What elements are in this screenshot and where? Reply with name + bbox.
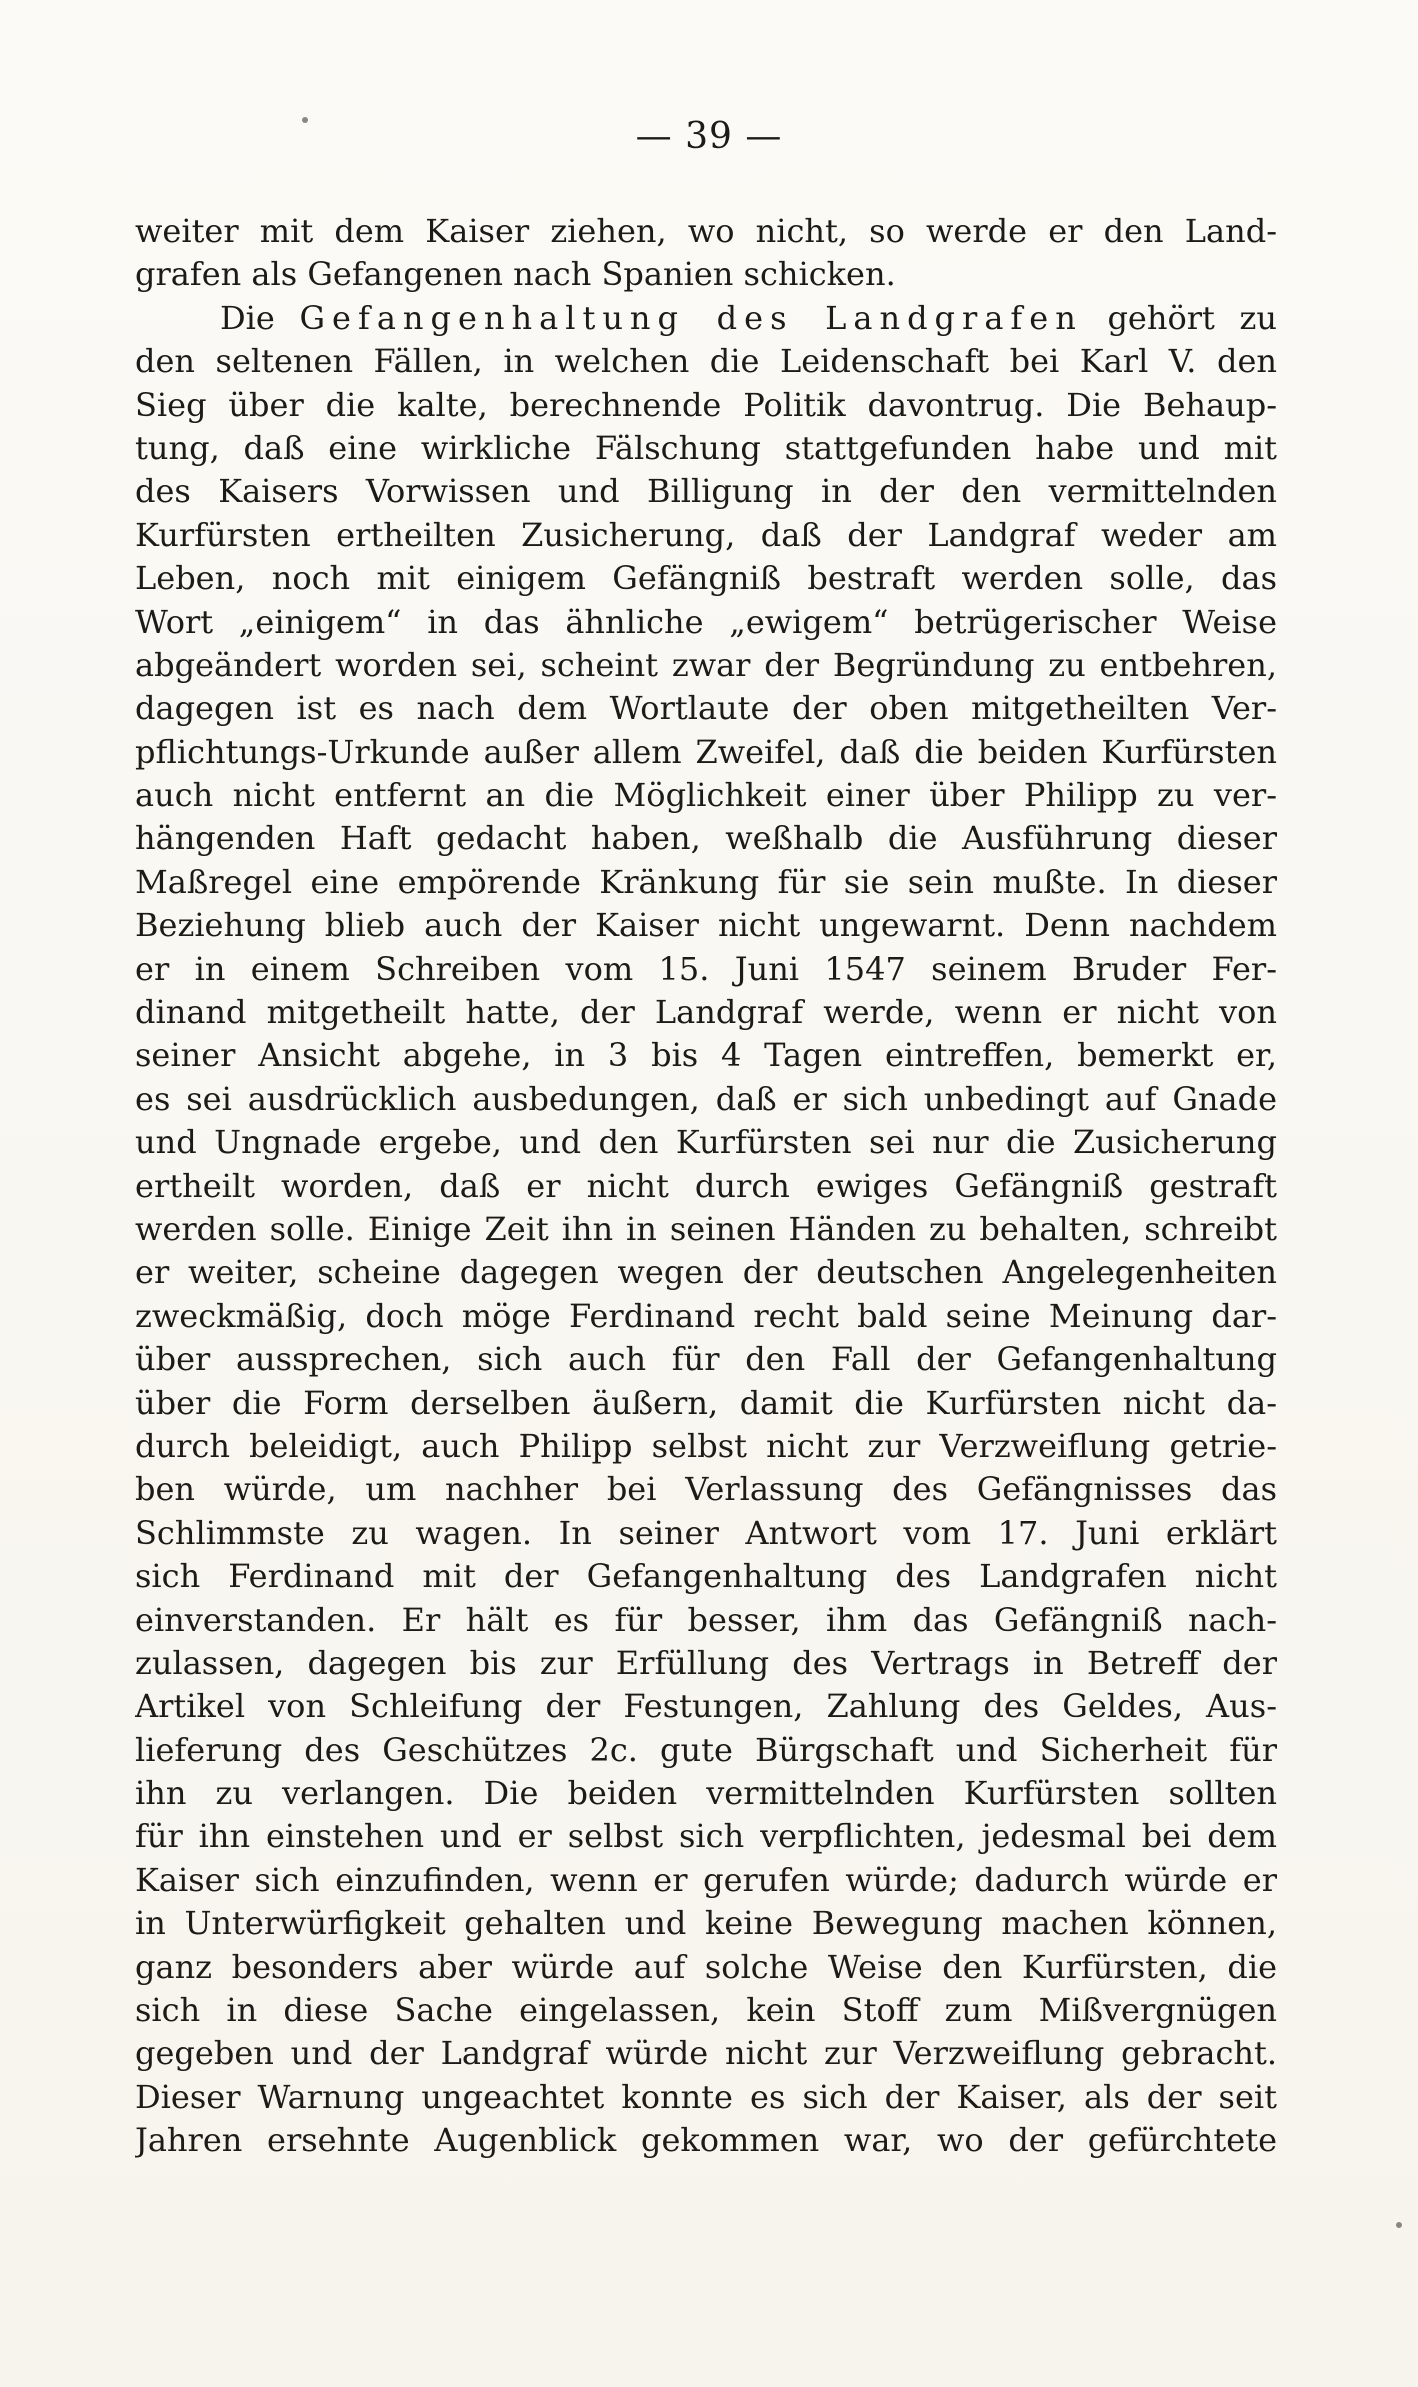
text-line: ihn zu verlangen. Die beiden vermittelnden Kurfürsten sollten bbox=[135, 1774, 1277, 1813]
text-line: er weiter, scheine dagegen wegen der deutschen Angelegenheiten bbox=[135, 1253, 1277, 1292]
text-line: Sieg über die kalte, berechnende Politik davontrug. Die Behaup- bbox=[135, 385, 1277, 424]
text-line: durch beleidigt, auch Philipp selbst nicht zur Verzweiflung getrie- bbox=[135, 1426, 1277, 1465]
emphasized-phrase: Gefangenhaltung des Landgrafen bbox=[299, 298, 1083, 337]
text-line: werden solle. Einige Zeit ihn in seinen Händen zu behalten, schreibt bbox=[135, 1209, 1277, 1248]
text-line: gegeben und der Landgraf würde nicht zur Verzweiflung gebracht. bbox=[135, 2034, 1277, 2073]
text-line: sich in diese Sache eingelassen, kein Stoff zum Mißvergnügen bbox=[135, 1991, 1277, 2030]
text-line: Leben, noch mit einigem Gefängniß bestraft werden solle, das bbox=[135, 559, 1277, 598]
text-line: Maßregel eine empörende Kränkung für sie sein mußte. In dieser bbox=[135, 862, 1277, 901]
text-line: sich Ferdinand mit der Gefangenhaltung des Landgrafen nicht bbox=[135, 1557, 1277, 1596]
text-line: ertheilt worden, daß er nicht durch ewiges Gefängniß gestraft bbox=[135, 1166, 1277, 1205]
text-line: er in einem Schreiben vom 15. Juni 1547 seinem Bruder Fer- bbox=[135, 949, 1277, 988]
text-line-paragraph-start bbox=[135, 297, 1277, 340]
text-line: lieferung des Geschützes 2c. gute Bürgschaft und Sicherheit für bbox=[135, 1730, 1277, 1769]
text-line: dagegen ist es nach dem Wortlaute der oben mitgetheilten Ver- bbox=[135, 689, 1277, 728]
text-line: Jahren ersehnte Augenblick gekommen war, wo der gefürchtete bbox=[135, 2121, 1277, 2160]
text-line: für ihn einstehen und er selbst sich verpflichten, jedesmal bei dem bbox=[135, 1817, 1277, 1856]
text-line: ganz besonders aber würde auf solche Weise den Kurfürsten, die bbox=[135, 1947, 1277, 1986]
text-line: hängenden Haft gedacht haben, weßhalb die Ausführung dieser bbox=[135, 819, 1277, 858]
page-number: — 39 — bbox=[635, 116, 783, 157]
text-line: zweckmäßig, doch möge Ferdinand recht bald seine Meinung dar- bbox=[135, 1296, 1277, 1335]
text-line: seiner Ansicht abgehe, in 3 bis 4 Tagen eintreffen, bemerkt er, bbox=[135, 1036, 1277, 1075]
text-line: weiter mit dem Kaiser ziehen, wo nicht, so werde er den Land- bbox=[135, 212, 1277, 250]
text-line: Schlimmste zu wagen. In seiner Antwort vom 17. Juni erklärt bbox=[135, 1513, 1277, 1552]
text-line: auch nicht entfernt an die Möglichkeit einer über Philipp zu ver- bbox=[135, 776, 1277, 815]
text-line: tung, daß eine wirkliche Fälschung stattgefunden habe und mit bbox=[135, 428, 1277, 467]
text-run: gehört zu bbox=[1082, 298, 1277, 337]
text-line: einverstanden. Er hält es für besser, ihm das Gefängniß nach- bbox=[135, 1600, 1277, 1639]
text-line: des Kaisers Vorwissen und Billigung in der den vermittelnden bbox=[135, 472, 1277, 511]
text-line: Kurfürsten ertheilten Zusicherung, daß der Landgraf weder am bbox=[135, 515, 1277, 554]
text-line: abgeändert worden sei, scheint zwar der Begründung zu entbehren, bbox=[135, 645, 1277, 684]
text-line: in Unterwürfigkeit gehalten und keine Bewegung machen können, bbox=[135, 1904, 1277, 1943]
text-line: pflichtungs-Urkunde außer allem Zweifel, daß die beiden Kurfürsten bbox=[135, 732, 1277, 771]
text-line: es sei ausdrücklich ausbedungen, daß er sich unbedingt auf Gnade bbox=[135, 1079, 1277, 1118]
text-line: Kaiser sich einzufinden, wenn er gerufen würde; dadurch würde er bbox=[135, 1860, 1277, 1899]
text-line: dinand mitgetheilt hatte, der Landgraf werde, wenn er nicht von bbox=[135, 993, 1277, 1032]
text-line: und Ungnade ergebe, und den Kurfürsten sei nur die Zusicherung bbox=[135, 1123, 1277, 1162]
text-line: Artikel von Schleifung der Festungen, Zahlung des Geldes, Aus- bbox=[135, 1687, 1277, 1726]
text-run: Die bbox=[220, 298, 300, 337]
text-line: Dieser Warnung ungeachtet konnte es sich der Kaiser, als der seit bbox=[135, 2077, 1277, 2116]
text-line: ben würde, um nachher bei Verlassung des Gefängnisses das bbox=[135, 1470, 1277, 1509]
text-line: Beziehung blieb auch der Kaiser nicht ungewarnt. Denn nachdem bbox=[135, 906, 1277, 945]
paper-speck bbox=[1396, 2222, 1402, 2228]
text-line: über die Form derselben äußern, damit die Kurfürsten nicht da- bbox=[135, 1383, 1277, 1422]
body-text bbox=[135, 210, 1277, 2163]
text-line: über aussprechen, sich auch für den Fall der Gefangenhaltung bbox=[135, 1340, 1277, 1379]
text-line: Wort „einigem“ in das ähnliche „ewigem“ betrügerischer Weise bbox=[135, 602, 1277, 641]
text-line: den seltenen Fällen, in welchen die Leidenschaft bei Karl V. den bbox=[135, 342, 1277, 381]
text-line: zulassen, dagegen bis zur Erfüllung des Vertrags in Betreff der bbox=[135, 1643, 1277, 1682]
text-line: grafen als Gefangenen nach Spanien schicken. bbox=[135, 255, 896, 294]
